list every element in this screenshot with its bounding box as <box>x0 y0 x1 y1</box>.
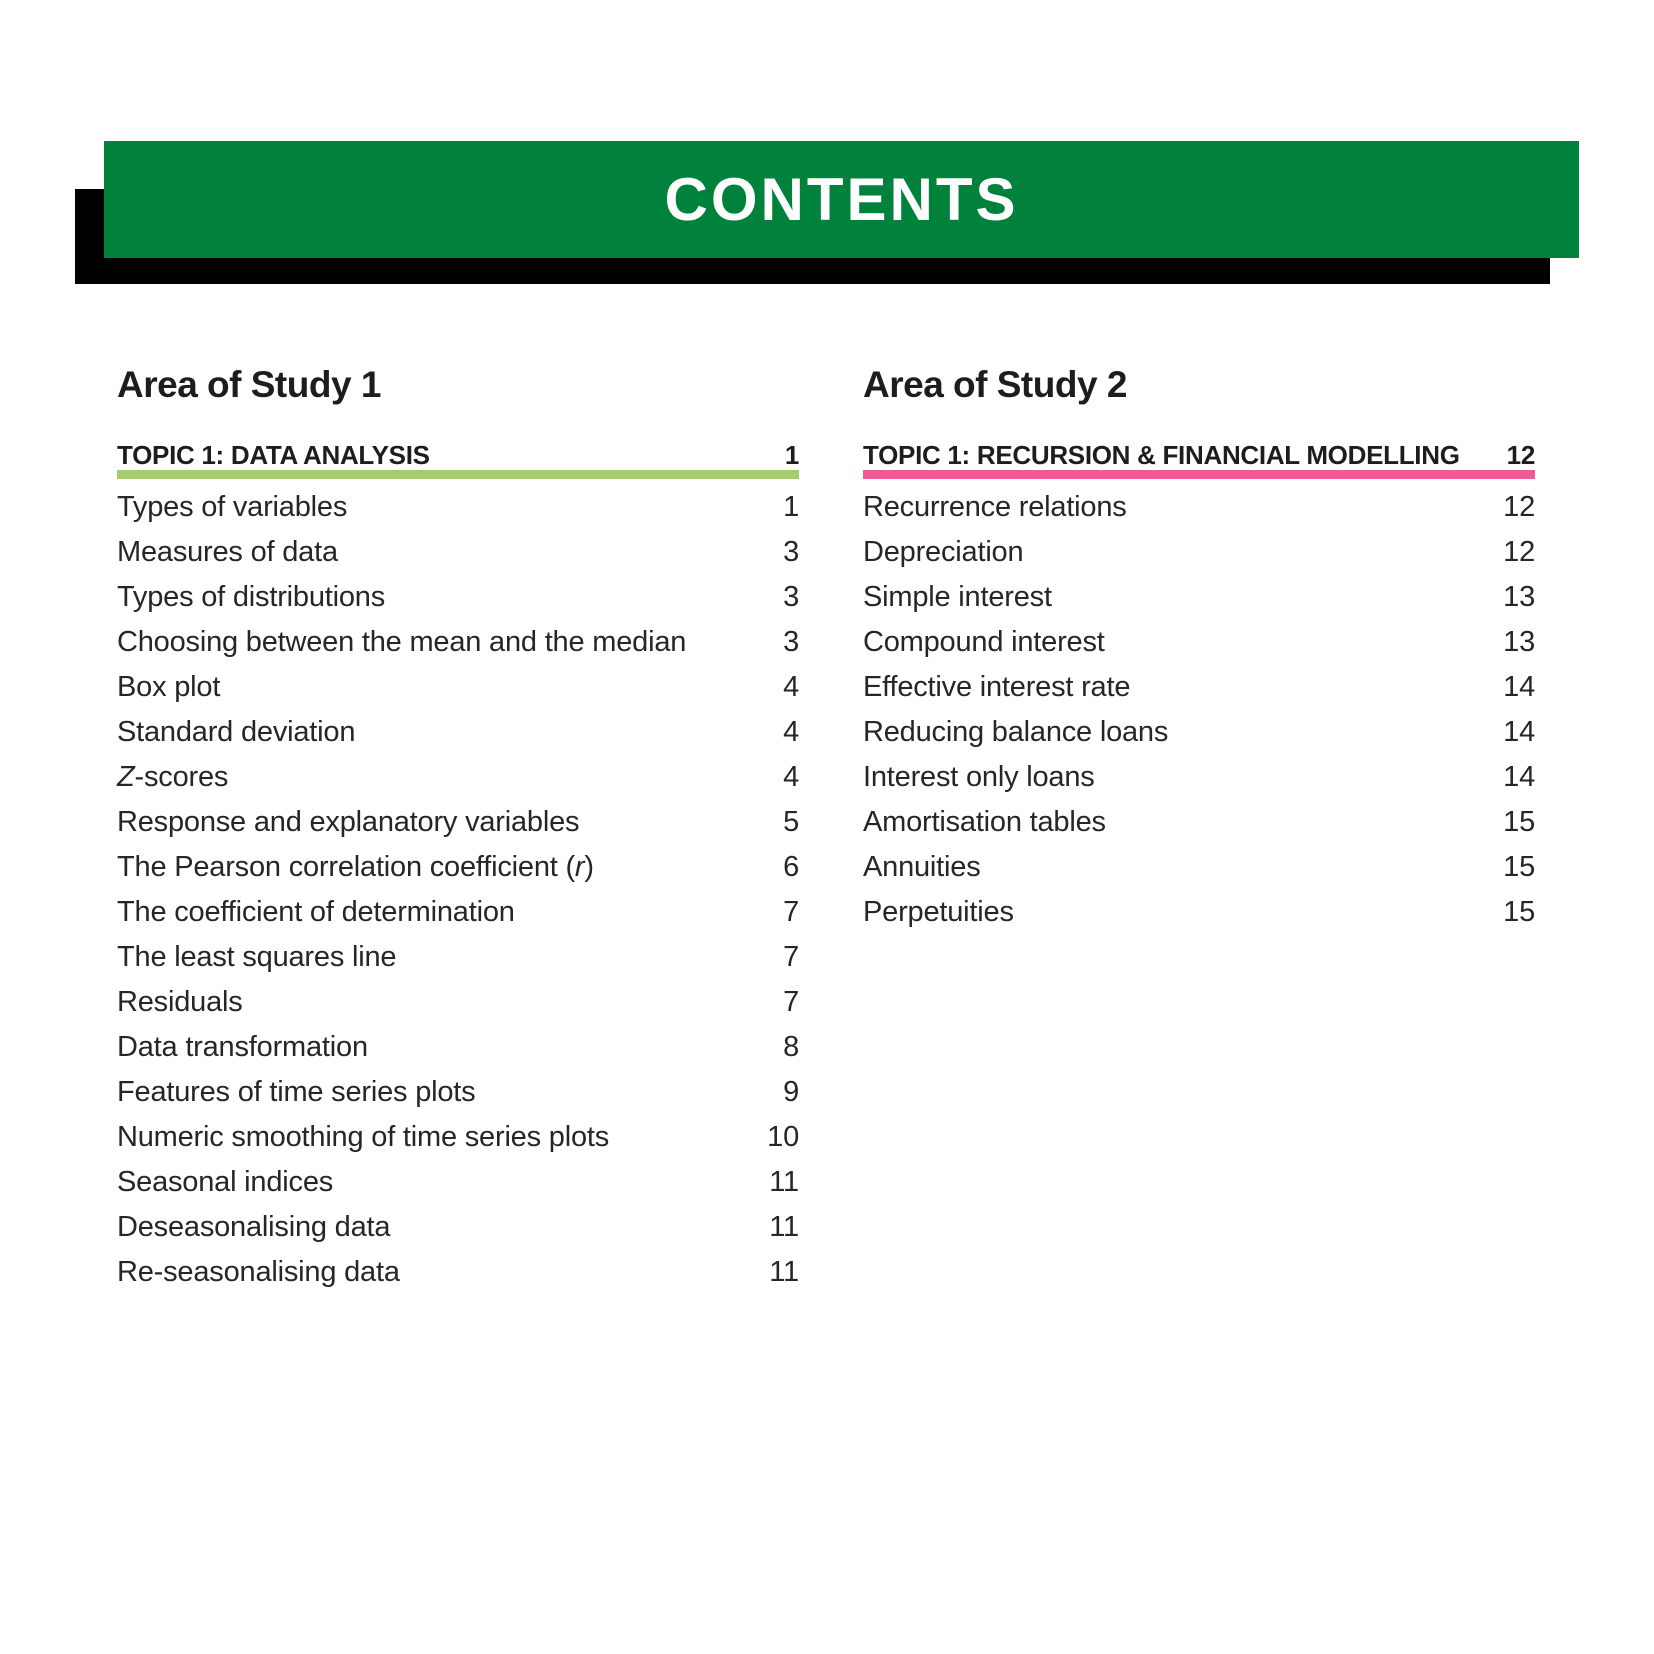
toc-entry <box>117 755 799 800</box>
entry-page: 14 <box>1503 671 1535 703</box>
entry-label: Interest only loans <box>863 761 1095 793</box>
toc-entry <box>117 1115 799 1160</box>
toc-entry <box>117 1025 799 1070</box>
entry-label: Types of variables <box>117 491 348 523</box>
toc-entry <box>863 485 1535 530</box>
entry-page: 7 <box>783 941 799 973</box>
entry-page: 11 <box>769 1166 799 1198</box>
entry-label: Data transformation <box>117 1031 368 1063</box>
topic-page: 12 <box>1506 440 1535 470</box>
toc-entry <box>117 530 799 575</box>
entry-page: 15 <box>1503 806 1535 838</box>
entry-page: 3 <box>783 536 799 568</box>
topic-page: 1 <box>784 440 799 470</box>
entry-page: 4 <box>783 671 799 703</box>
toc-entry <box>863 620 1535 665</box>
entry-page: 3 <box>783 581 799 613</box>
entry-label: Simple interest <box>863 581 1052 613</box>
entry-label: Depreciation <box>863 536 1024 568</box>
entry-page: 14 <box>1503 761 1535 793</box>
entry-page: 13 <box>1503 581 1535 613</box>
entry-page: 12 <box>1503 491 1535 523</box>
entry-page: 12 <box>1503 536 1535 568</box>
toc-entry <box>117 1160 799 1205</box>
entry-label: Residuals <box>117 986 243 1018</box>
entry-label: Features of time series plots <box>117 1076 476 1108</box>
entry-page: 4 <box>783 761 799 793</box>
entry-page: 5 <box>783 806 799 838</box>
entry-label: Types of distributions <box>117 581 386 613</box>
entry-label: The Pearson correlation coefficient (r) <box>117 851 594 883</box>
toc-entry <box>863 890 1535 935</box>
topic-label: TOPIC 1: RECURSION & FINANCIAL MODELLING <box>863 440 1460 470</box>
entry-label: Annuities <box>863 851 981 883</box>
entry-page: 7 <box>783 896 799 928</box>
toc-entry <box>863 755 1535 800</box>
entry-label: Effective interest rate <box>863 671 1131 703</box>
entry-label: Recurrence relations <box>863 491 1127 523</box>
area-title: Area of Study 1 <box>117 364 381 405</box>
entry-label: Amortisation tables <box>863 806 1106 838</box>
entry-page: 15 <box>1503 896 1535 928</box>
entry-page: 7 <box>783 986 799 1018</box>
toc-entry <box>117 620 799 665</box>
area-title: Area of Study 2 <box>863 364 1127 405</box>
topic-row <box>863 440 1535 479</box>
toc-entry <box>117 1250 799 1295</box>
entry-label: Seasonal indices <box>117 1166 334 1198</box>
toc-entry <box>117 710 799 755</box>
toc-entry <box>117 665 799 710</box>
entry-label: Compound interest <box>863 626 1105 658</box>
contents-banner <box>104 141 1579 258</box>
entry-label: Perpetuities <box>863 896 1014 928</box>
entry-label: Box plot <box>117 671 221 703</box>
entry-page: 9 <box>783 1076 799 1108</box>
toc-entry <box>863 575 1535 620</box>
toc-entry <box>117 845 799 890</box>
entry-label: The least squares line <box>117 941 397 973</box>
entry-page: 11 <box>769 1211 799 1243</box>
toc-entry <box>863 665 1535 710</box>
entry-page: 11 <box>769 1256 799 1288</box>
entry-label: Choosing between the mean and the median <box>117 626 687 658</box>
page-title: CONTENTS <box>664 165 1019 233</box>
entry-label: Response and explanatory variables <box>117 806 580 838</box>
column-area-of-study-1 <box>117 365 799 1295</box>
entry-list <box>117 485 799 1295</box>
entry-page: 15 <box>1503 851 1535 883</box>
toc-entry <box>117 935 799 980</box>
toc-entry <box>117 890 799 935</box>
entry-label: Measures of data <box>117 536 338 568</box>
entry-page: 13 <box>1503 626 1535 658</box>
toc-entry <box>863 530 1535 575</box>
entry-page: 10 <box>767 1121 799 1153</box>
toc-entry <box>117 800 799 845</box>
entry-label: Standard deviation <box>117 716 356 748</box>
entry-page: 8 <box>783 1031 799 1063</box>
topic-label: TOPIC 1: DATA ANALYSIS <box>117 440 430 470</box>
entry-page: 1 <box>783 491 799 523</box>
entry-label: Reducing balance loans <box>863 716 1169 748</box>
topic-row <box>117 440 799 479</box>
toc-entry <box>863 710 1535 755</box>
entry-label: Z-scores <box>117 761 229 793</box>
toc-entry <box>117 1070 799 1115</box>
entry-page: 4 <box>783 716 799 748</box>
column-area-of-study-2 <box>863 365 1535 1295</box>
entry-page: 6 <box>783 851 799 883</box>
entry-label: Re-seasonalising data <box>117 1256 400 1288</box>
toc-entry <box>117 1205 799 1250</box>
entry-page: 14 <box>1503 716 1535 748</box>
toc-entry <box>863 800 1535 845</box>
entry-page: 3 <box>783 626 799 658</box>
toc-entry <box>117 485 799 530</box>
entry-label: Deseasonalising data <box>117 1211 391 1243</box>
toc-entry <box>117 575 799 620</box>
toc-entry <box>863 845 1535 890</box>
toc-entry <box>117 980 799 1025</box>
entry-label: The coefficient of determination <box>117 896 515 928</box>
entry-list <box>863 485 1535 935</box>
toc-columns <box>117 365 1535 1295</box>
entry-label: Numeric smoothing of time series plots <box>117 1121 610 1153</box>
